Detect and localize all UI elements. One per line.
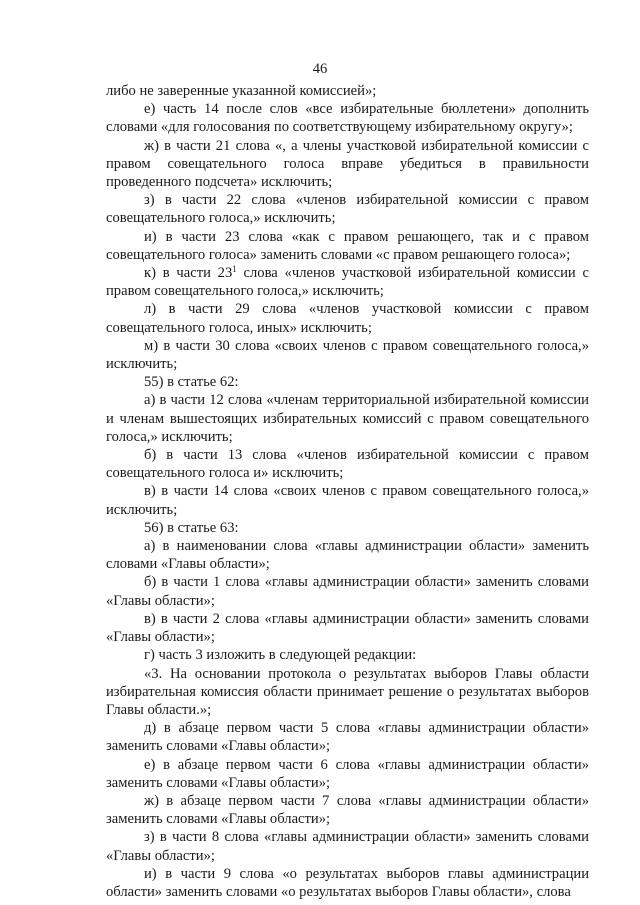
paragraph: д) в абзаце первом части 5 слова «главы администрации области» заменить словами «Главы области»; xyxy=(106,720,589,755)
paragraph: б) в части 1 слова «главы администрации области» заменить словами «Главы области»; xyxy=(106,574,589,609)
document-body xyxy=(106,82,589,901)
paragraph-k-lead: к) в части 23 xyxy=(144,265,233,282)
paragraph: е) в абзаце первом части 6 слова «главы администрации области» заменить словами «Главы области»; xyxy=(106,756,589,791)
paragraph: б) в части 13 слова «членов избирательной комиссии с правом совещательного голоса и» исключить; xyxy=(106,447,589,482)
paragraph-k-rest: слова «членов участковой избирательной комиссии с правом совещательного голоса,» исключить; xyxy=(106,265,589,300)
paragraph-k xyxy=(106,264,589,300)
paragraph: ж) в абзаце первом части 7 слова «главы администрации области» заменить словами «Главы области»; xyxy=(106,792,589,828)
paragraph: м) в части 30 слова «своих членов с правом совещательного голоса,» исключить; xyxy=(106,337,589,373)
paragraph: и) в части 23 слова «как с правом решающего, так и с правом совещательного голоса» заменить словами «с правом решающего голоса»; xyxy=(106,228,589,263)
paragraph: ж) в части 21 слова «, а члены участковой избирательной комиссии с правом совещательного голоса вправе убедиться в правильности проведенного подсчета» исключить; xyxy=(106,137,589,191)
superscript: 1 xyxy=(232,264,237,275)
paragraph: а) в части 12 слова «членам территориальной избирательной комиссии и членам вышестоящих избирательных комиссий с правом совещательного голоса,» исключить; xyxy=(106,392,589,445)
paragraph: и) в части 9 слова «о результатах выборов главы администрации области» заменить словами «о результатах выборов Главы области», слова xyxy=(106,865,589,900)
paragraph: а) в наименовании слова «главы администрации области» заменить словами «Главы области»; xyxy=(106,538,589,573)
paragraph: е) часть 14 после слов «все избирательные бюллетени» дополнить словами «для голосования по соответствующему избирательному округу»; xyxy=(106,101,589,136)
paragraph: з) в части 22 слова «членов избирательной комиссии с правом совещательного голоса,» исключить; xyxy=(106,192,589,227)
paragraph: «3. На основании протокола о результатах выборов Главы области избирательная комиссия области принимает решение о результатах выборов Главы области.»; xyxy=(106,665,589,718)
paragraph: в) в части 2 слова «главы администрации области» заменить словами «Главы области»; xyxy=(106,610,589,646)
paragraph: 56) в статье 63: xyxy=(144,519,239,536)
paragraph: в) в части 14 слова «своих членов с правом совещательного голоса,» исключить; xyxy=(106,483,589,518)
paragraph: либо не заверенные указанной комиссией»; xyxy=(106,83,377,99)
paragraph: л) в части 29 слова «членов участковой комиссии с правом совещательного голоса, иных» исключить; xyxy=(106,301,589,336)
paragraph: г) часть 3 изложить в следующей редакции: xyxy=(144,647,417,664)
paragraph: 55) в статье 62: xyxy=(144,374,239,391)
page-number: 46 xyxy=(312,61,328,77)
paragraph: з) в части 8 слова «главы администрации области» заменить словами «Главы области»; xyxy=(106,829,589,864)
